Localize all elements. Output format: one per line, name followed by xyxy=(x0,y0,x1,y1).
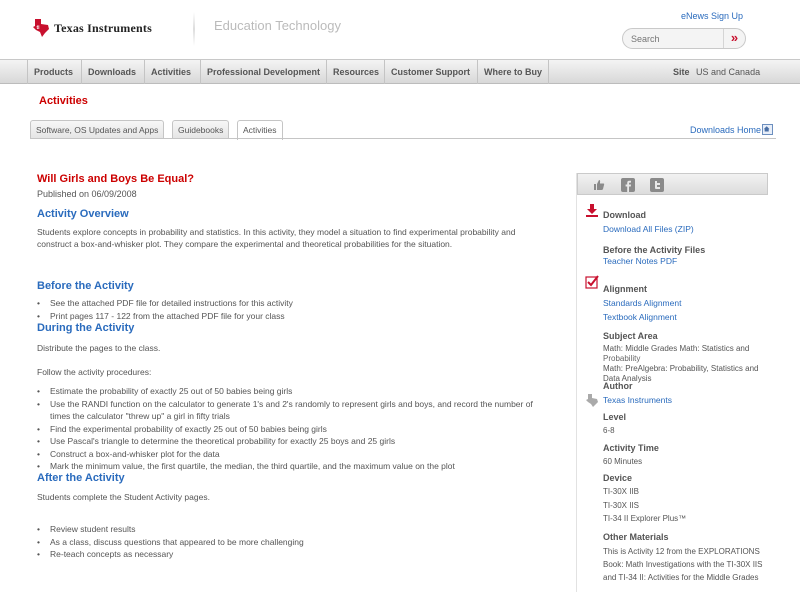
alignment-label: Alignment xyxy=(603,284,647,294)
subject-area-label: Subject Area xyxy=(603,331,658,341)
list-item: • Use Pascal's triangle to determine the theoretical probability for exactly 25 boys and 25 girls xyxy=(37,435,547,448)
site-header xyxy=(0,0,800,58)
home-icon[interactable] xyxy=(762,124,773,135)
search-box xyxy=(622,28,746,49)
like-icon[interactable] xyxy=(592,178,606,192)
site-selector[interactable] xyxy=(673,60,760,84)
device-item: TI-30X IIB xyxy=(603,487,640,496)
teacher-notes-link[interactable]: Teacher Notes PDF xyxy=(603,256,678,266)
facebook-icon[interactable] xyxy=(621,178,635,192)
site-value[interactable]: US and Canada xyxy=(696,67,761,77)
level-value: 6-8 xyxy=(603,426,615,435)
device-item: TI-30X IIS xyxy=(603,501,640,510)
download-label: Download xyxy=(603,210,646,220)
enews-signup-link[interactable]: eNews Sign Up xyxy=(680,11,743,21)
ti-logo[interactable] xyxy=(32,18,152,38)
author-link[interactable]: Texas Instruments xyxy=(603,395,672,405)
section-title: Activities xyxy=(39,95,88,107)
tab-divider xyxy=(30,138,776,139)
during-heading: During the Activity xyxy=(37,322,135,334)
downloads-home-link[interactable]: Downloads Home xyxy=(690,125,762,135)
sidebar xyxy=(576,173,768,592)
standards-alignment-link[interactable]: Standards Alignment xyxy=(603,298,682,308)
nav-item-customer-support[interactable]: Customer Support xyxy=(384,60,476,84)
list-item: • Find the experimental probability of exactly 25 out of 50 babies being girls xyxy=(37,423,547,436)
list-item: • Review student results xyxy=(37,523,547,536)
site-label: Site xyxy=(673,67,690,77)
activity-time-value: 60 Minutes xyxy=(603,457,643,466)
twitter-icon[interactable] xyxy=(650,178,664,192)
nav-item-activities[interactable]: Activities xyxy=(144,60,197,84)
textbook-alignment-link[interactable]: Textbook Alignment xyxy=(603,312,677,322)
tab-software[interactable]: Software, OS Updates and Apps xyxy=(30,120,164,139)
nav-item-resources[interactable]: Resources xyxy=(326,60,385,84)
before-files-label: Before the Activity Files xyxy=(603,245,706,255)
author-label: Author xyxy=(603,381,633,391)
list-item: • Print pages 117 - 122 from the attached PDF file for your class xyxy=(37,310,547,323)
after-list xyxy=(37,523,547,561)
list-item: • Use the RANDI function on the calculator to generate 1's and 2's randomly to represent girls and boys, and record the number of times the calculator "threw up" a girl in fifty trials xyxy=(37,398,547,423)
list-item: • Re-teach concepts as necessary xyxy=(37,548,547,561)
list-item: • Mark the minimum value, the first quartile, the median, the third quartile, and the maximum value on the plot xyxy=(37,460,547,473)
list-item: • As a class, discuss questions that appeared to be more challenging xyxy=(37,536,547,549)
header-tagline: Education Technology xyxy=(214,18,341,33)
nav-item-products[interactable]: Products xyxy=(27,60,79,84)
nav-item-downloads[interactable]: Downloads xyxy=(81,60,142,84)
list-item: • Estimate the probability of exactly 25 out of 50 babies being girls xyxy=(37,385,547,398)
before-list xyxy=(37,297,547,322)
after-intro: Students complete the Student Activity pages. xyxy=(37,492,210,502)
svg-text:ti: ti xyxy=(36,25,40,31)
overview-heading: Activity Overview xyxy=(37,208,129,220)
published-date: Published on 06/09/2008 xyxy=(37,189,137,199)
checkbox-icon xyxy=(585,275,599,291)
subject-area-2: Math: PreAlgebra: Probability, Statistics and Data Analysis xyxy=(603,364,759,383)
main-nav xyxy=(0,59,800,84)
share-bar xyxy=(577,173,768,195)
download-icon xyxy=(585,203,599,219)
tab-guidebooks[interactable]: Guidebooks xyxy=(172,120,229,139)
list-item: • Construct a box-and-whisker plot for the data xyxy=(37,448,547,461)
during-intro: Distribute the pages to the class. xyxy=(37,343,161,353)
level-label: Level xyxy=(603,412,627,422)
device-label: Device xyxy=(603,473,633,483)
list-item: • See the attached PDF file for detailed instructions for this activity xyxy=(37,297,547,310)
texas-map-icon xyxy=(32,18,50,38)
other-materials-label: Other Materials xyxy=(603,532,669,542)
download-all-link[interactable]: Download All Files (ZIP) xyxy=(603,224,694,234)
subject-area-1: Math: Middle Grades Math: Statistics and xyxy=(603,344,750,353)
logo-text: Texas Instruments xyxy=(54,20,152,35)
overview-text: Students explore concepts in probability and statistics. In this activity, they model a situation to find experimental probability and construct a box-and-whisker plot. They compare the experimental and theoretical probabilities for the situation. xyxy=(37,227,516,249)
other-materials-text: This is Activity 12 from the EXPLORATIONS Book: Math Investigations with the TI-30X IIS and TI-34 II: Activities for the Middle Grades xyxy=(603,547,763,582)
before-heading: Before the Activity xyxy=(37,280,134,292)
header-divider xyxy=(193,12,195,46)
nav-item-professional-development[interactable]: Professional Development xyxy=(200,60,326,84)
activity-title: Will Girls and Boys Be Equal? xyxy=(37,173,194,185)
after-heading: After the Activity xyxy=(37,472,125,484)
device-item: TI-34 II Explorer Plus™ xyxy=(603,514,687,523)
search-input[interactable] xyxy=(631,32,719,46)
tab-activities[interactable]: Activities xyxy=(237,120,283,140)
during-list xyxy=(37,385,547,473)
activity-time-label: Activity Time xyxy=(603,443,659,453)
during-follow: Follow the activity procedures: xyxy=(37,367,152,377)
subject-area-1-cont: Probability xyxy=(603,354,641,363)
search-submit-button[interactable]: » xyxy=(723,29,745,48)
ti-author-icon xyxy=(585,393,599,409)
nav-item-where-to-buy[interactable]: Where to Buy xyxy=(477,60,549,84)
